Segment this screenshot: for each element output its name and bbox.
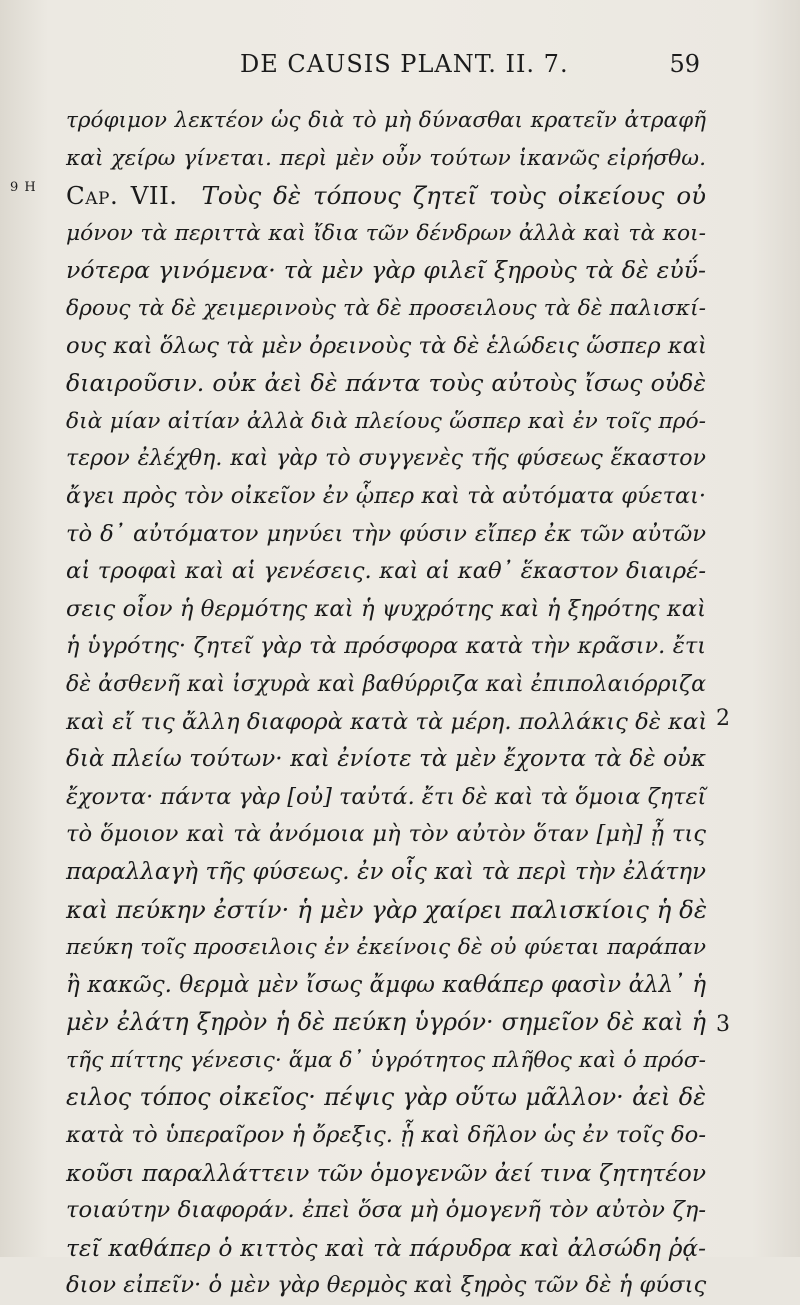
- running-head-title: DE CAUSIS PLANT. II. 7.: [240, 50, 569, 78]
- text-line: δρους τὰ δὲ χειμερινοὺς τὰ δὲ προσειλους τὰ δὲ παλισκί-: [66, 295, 706, 321]
- text-line: τῆς πίττης γένεσις· ἅμα δ᾽ ὑγρότητος πλῆθος καὶ ὁ πρόσ-: [66, 1047, 706, 1073]
- chapter-first-line: Τοὺς δὲ τόπους ζητεῖ τοὺς οἰκείους οὐ: [201, 181, 707, 211]
- text-line: παραλλαγὴ τῆς φύσεως. ἐν οἷς καὶ τὰ περὶ τὴν ἐλάτην: [66, 858, 706, 885]
- text-line: καὶ χείρω γίνεται. περὶ μὲν οὖν τούτων ἱκανῶς εἰρήσθω.: [66, 145, 706, 171]
- text-line: διὰ μίαν αἰτίαν ἀλλὰ διὰ πλείους ὥσπερ καὶ ἐν τοῖς πρό-: [66, 408, 706, 434]
- text-line: πεύκη τοῖς προσειλοις ἐν ἐκείνοις δὲ οὐ φύεται παράπαν: [66, 935, 706, 961]
- text-line: κοῦσι παραλλάττειν τῶν ὁμογενῶν ἀεί τινα ζητητέον: [66, 1159, 706, 1187]
- text-line: τερον ἐλέχθη. καὶ γὰρ τὸ συγγενὲς τῆς φύσεως ἕκαστον: [66, 445, 706, 472]
- text-line: ἔχοντα· πάντα γὰρ [οὐ] ταὐτά. ἔτι δὲ καὶ τὰ ὅμοια ζητεῖ: [66, 783, 707, 810]
- text-line: νότερα γινόμενα· τὰ μὲν γὰρ φιλεῖ ξηροὺς τὰ δὲ εὐΰ-: [66, 256, 706, 285]
- text-line: ἄγει πρὸς τὸν οἰκεῖον ἐν ᾧπερ καὶ τὰ αὐτόματα φύεται·: [66, 482, 706, 509]
- text-line: δὲ ἀσθενῆ καὶ ἰσχυρὰ καὶ βαθύρριζα καὶ ἐπιπολαιόρριζα: [66, 670, 707, 697]
- page-number: 59: [669, 50, 700, 78]
- text-line: διὰ πλείω τούτων· καὶ ἐνίοτε τὰ μὲν ἔχοντα τὰ δὲ οὐκ: [66, 746, 706, 773]
- text-line: τρόφιμον λεκτέον ὡς διὰ τὸ μὴ δύνασθαι κρατεῖν ἀτραφῆ: [66, 108, 706, 133]
- text-line: τεῖ καθάπερ ὁ κιττὸς καὶ τὰ πάρυδρα καὶ ἀλσώδη ῥᾴ-: [66, 1234, 706, 1262]
- text-line: αἱ τροφαὶ καὶ αἱ γενέσεις. καὶ αἱ καθ᾽ ἕκαστον διαιρέ-: [66, 558, 706, 585]
- text-line: καὶ εἴ τις ἄλλη διαφορὰ κατὰ τὰ μέρη. πολλάκις δὲ καὶ: [66, 708, 708, 735]
- text-line: καὶ πεύκην ἐστίν· ἡ μὲν γὰρ χαίρει παλισκίοις ἡ δὲ: [66, 895, 708, 925]
- text-line: ειλος τόπος οἰκεῖος· πέψις γὰρ οὕτω μᾶλλον· ἀεὶ δὲ: [66, 1083, 706, 1112]
- text-line-chapter-start: [66, 177, 706, 215]
- text-line: ἢ κακῶς. θερμὰ μὲν ἴσως ἄμφω καθάπερ φασὶν ἀλλ᾽ ἡ: [66, 971, 706, 998]
- text-line: ους καὶ ὅλως τὰ μὲν ὀρεινοὺς τὰ δὲ ἑλώδεις ὥσπερ καὶ: [66, 332, 707, 359]
- text-line: μὲν ἐλάτη ξηρὸν ἡ δὲ πεύκη ὑγρόν· σημεῖον δὲ καὶ ἡ: [66, 1008, 706, 1037]
- margin-section-number-2: 2: [716, 706, 730, 731]
- text-line: τὸ δ᾽ αὐτόματον μηνύει τὴν φύσιν εἴπερ ἐκ τῶν αὐτῶν: [66, 520, 706, 547]
- greek-text-block: [66, 102, 706, 1305]
- text-line: μόνον τὰ περιττὰ καὶ ἴδια τῶν δένδρων ἀλλὰ καὶ τὰ κοι-: [66, 220, 706, 246]
- text-line: κατὰ τὸ ὑπεραῖρον ἡ ὄρεξις. ᾗ καὶ δῆλον ὡς ἐν τοῖς δο-: [66, 1122, 706, 1149]
- text-line: σεις οἷον ἡ θερμότης καὶ ἡ ψυχρότης καὶ ἡ ξηρότης καὶ: [66, 595, 706, 622]
- text-line: τοιαύτην διαφοράν. ἐπεὶ ὅσα μὴ ὁμογενῆ τὸν αὐτὸν ζη-: [66, 1197, 706, 1224]
- text-line: διον εἰπεῖν· ὁ μὲν γὰρ θερμὸς καὶ ξηρὸς τῶν δὲ ἡ φύσις: [66, 1272, 707, 1299]
- text-line: διαιροῦσιν. οὐκ ἀεὶ δὲ πάντα τοὺς αὐτοὺς ἴσως οὐδὲ: [66, 369, 706, 398]
- text-line: ἡ ὑγρότης· ζητεῖ γὰρ τὰ πρόσφορα κατὰ τὴν κρᾶσιν. ἔτι: [66, 633, 706, 660]
- margin-section-number-3: 3: [716, 1012, 730, 1037]
- running-head: [60, 50, 700, 86]
- margin-section-marker: 9 H: [10, 180, 37, 195]
- text-line: τὸ ὅμοιον καὶ τὰ ἀνόμοια μὴ τὸν αὐτὸν ὅταν [μὴ] ᾖ τις: [66, 821, 706, 848]
- chapter-label: Cap. VII.: [66, 181, 178, 211]
